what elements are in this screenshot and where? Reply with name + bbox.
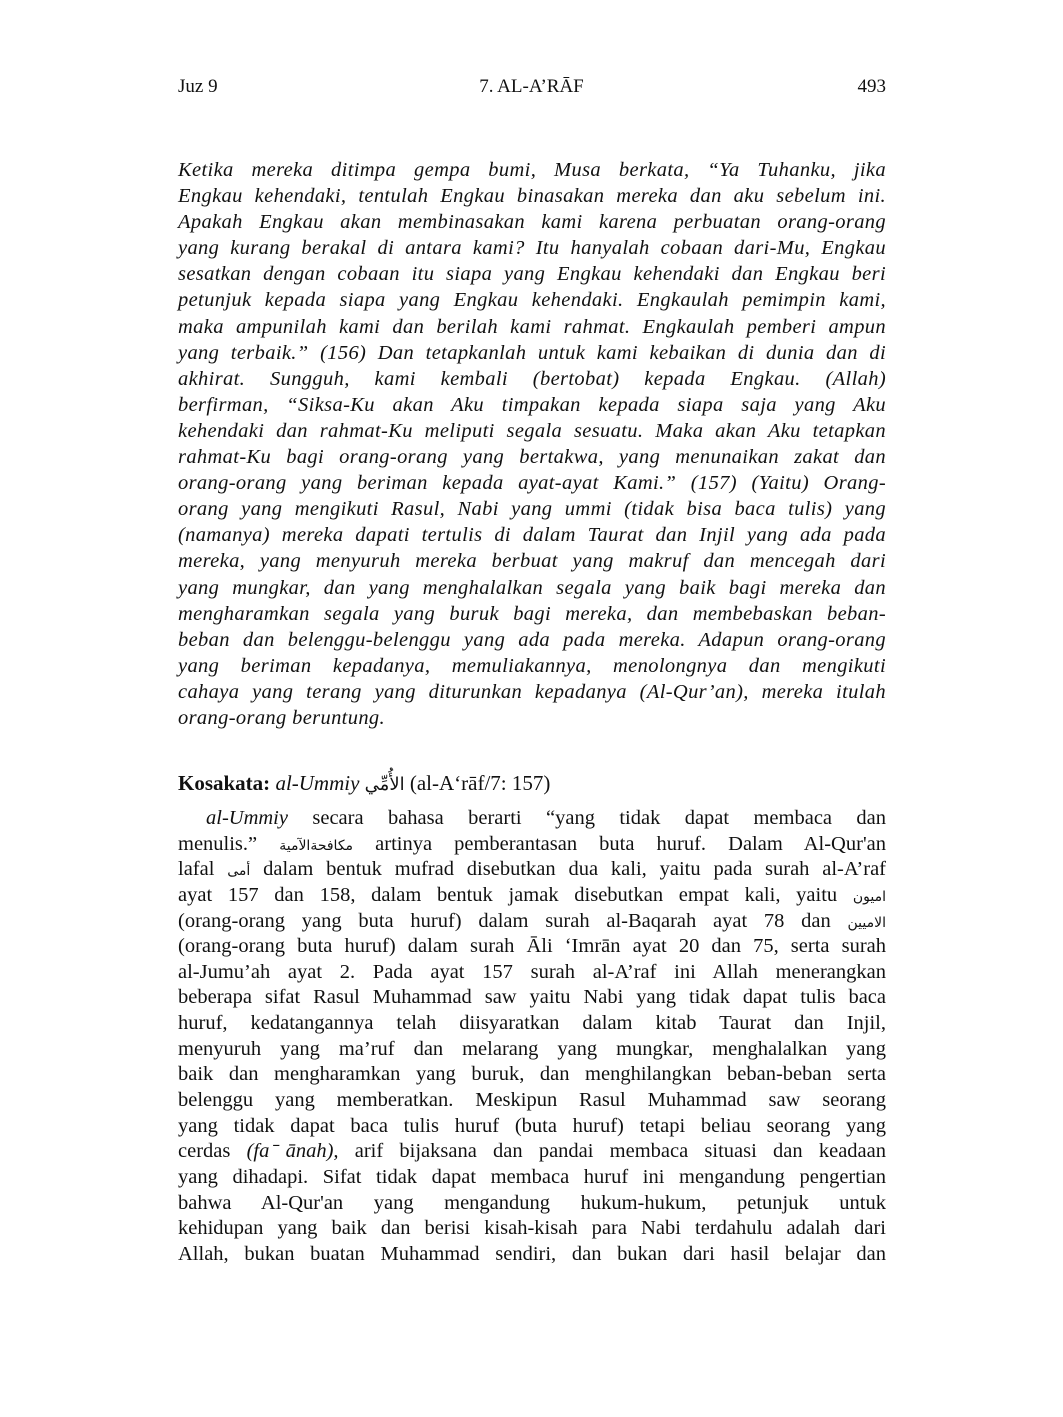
- verse-line: rahmat-Ku bagi orang-orang yang bertakwa, yang menunaikan zakat dan: [178, 446, 886, 469]
- verse-line: orang yang mengikuti Rasul, Nabi yang ummi (tidak bisa baca tulis) yang: [178, 498, 886, 521]
- verse-line: yang beriman kepadanya, memuliakannya, menolongnya dan mengikuti: [178, 654, 886, 677]
- verse-line: Apakah Engkau akan membinasakan kami karena perbuatan orang-orang: [178, 211, 886, 234]
- running-header-surah: 7. AL-A’RĀF: [479, 76, 584, 97]
- body-text: Allah, bukan buatan Muhammad sendiri, dan bukan dari hasil belajar dan: [178, 1242, 886, 1265]
- body-line: [178, 832, 886, 858]
- verse-line: orang-orang beruntung.: [178, 706, 386, 729]
- body-line: [178, 1062, 886, 1088]
- kosakata-label: Kosakata:: [178, 771, 271, 795]
- page-number: 493: [857, 76, 886, 97]
- body-line: [178, 1037, 886, 1063]
- body-line: [178, 883, 886, 909]
- italic-term: (fa ̄ānah),: [246, 1140, 339, 1163]
- body-text: dalam bentuk mufrad disebutkan dua kali, yaitu pada surah al-A’raf: [250, 858, 886, 881]
- arabic-term: أمى: [227, 863, 251, 880]
- body-text: beberapa sifat Rasul Muhammad saw yaitu Nabi yang tidak dapat tulis baca: [178, 986, 886, 1009]
- body-text: yang dihadapi. Sifat tidak dapat membaca huruf ini mengandung pengertian: [178, 1165, 886, 1188]
- kosakata-term: al-Ummiy: [275, 771, 360, 795]
- verse-line: mereka, yang menyuruh mereka berbuat yang makruf dan mencegah dari: [178, 550, 886, 573]
- body-text: bahwa Al-Qur'an yang mengandung hukum-hukum, petunjuk untuk: [178, 1191, 886, 1214]
- body-line: [178, 1242, 886, 1268]
- body-text: belenggu yang memberatkan. Meskipun Rasul Muhammad saw seorang: [178, 1089, 886, 1112]
- arabic-term: الاميين: [847, 914, 886, 931]
- body-text: kehidupan yang baik dan berisi kisah-kisah para Nabi terdahulu adalah dari: [178, 1217, 886, 1240]
- body-text: menyuruh yang ma’ruf dan melarang yang mungkar, menghalalkan yang: [178, 1037, 886, 1060]
- body-line: [178, 806, 886, 832]
- arabic-term: مكافحةالآمية: [279, 837, 354, 854]
- verse-line: cahaya yang terang yang diturunkan kepadanya (Al-Qur’an), mereka itulah: [178, 680, 886, 703]
- kosakata-heading: [178, 768, 886, 800]
- body-text: yang tidak dapat baca tulis huruf (buta huruf) tetapi beliau seorang yang: [178, 1114, 886, 1137]
- arabic-term: اميون: [852, 888, 886, 905]
- verse-line: mengharamkan segala yang buruk bagi mereka, dan membebaskan beban-: [178, 602, 886, 625]
- body-text: (orang-orang yang buta huruf) dalam surah al-Baqarah ayat 78 dan: [178, 909, 848, 932]
- verse-line: petunjuk kepada siapa yang Engkau kehendaki. Engkaulah pemimpin kami,: [178, 289, 886, 312]
- verse-line: berfirman, “Siksa-Ku akan Aku timpakan kepada siapa saja yang Aku: [178, 393, 886, 416]
- body-line: [178, 1011, 886, 1037]
- verse-line: sesatkan dengan cobaan itu siapa yang Engkau kehendaki dan Engkau beri: [178, 263, 886, 286]
- verse-line: kehendaki dan rahmat-Ku meliputi segala sesuatu. Maka akan Aku tetapkan: [178, 419, 886, 442]
- body-text: cerdas: [178, 1140, 247, 1163]
- verse-line: akhirat. Sungguh, kami kembali (bertobat) kepada Engkau. (Allah): [178, 367, 886, 390]
- body-text: arif bijaksana dan pandai membaca situasi dan keadaan: [338, 1140, 886, 1163]
- body-text: al-Jumu’ah ayat 2. Pada ayat 157 surah al-A’raf ini Allah menerangkan: [178, 960, 886, 983]
- verse-line: (namanya) mereka dapati tertulis di dalam Taurat dan Injil yang ada pada: [178, 524, 886, 547]
- body-line: [178, 960, 886, 986]
- verse-line: beban dan belenggu-belenggu yang ada pada mereka. Adapun orang-orang: [178, 628, 886, 651]
- kosakata-explanation: [178, 806, 886, 1268]
- body-line: [178, 1191, 886, 1217]
- body-line: [178, 985, 886, 1011]
- body-text: artinya pemberantasan buta huruf. Dalam Al-Qur'an: [353, 832, 886, 855]
- body-line: [178, 857, 886, 883]
- kosakata-reference: (al-A‘rāf/7: 157): [409, 771, 551, 795]
- verse-line: orang-orang yang beriman kepada ayat-ayat Kami.” (157) (Yaitu) Orang-: [178, 472, 886, 495]
- italic-term: al-Ummiy: [206, 807, 288, 829]
- kosakata-arabic: الأُمِّي: [364, 774, 405, 795]
- body-line: [178, 1114, 886, 1140]
- verse-line: yang mungkar, dan yang menghalalkan segala yang baik bagi mereka dan: [178, 576, 886, 599]
- body-text: baik dan mengharamkan yang buruk, dan menghilangkan beban-beban serta: [178, 1063, 886, 1086]
- body-text: lafal: [178, 858, 228, 881]
- body-text: menulis.”: [178, 832, 280, 855]
- verse-line: yang terbaik.” (156) Dan tetapkanlah untuk kami kebaikan di dunia dan di: [178, 341, 886, 364]
- body-line: [178, 1088, 886, 1114]
- body-text: (orang-orang buta huruf) dalam surah Āli ‘Imrān ayat 20 dan 75, serta surah: [178, 935, 886, 958]
- verse-line: maka ampunilah kami dan berilah kami rahmat. Engkaulah pemberi ampun: [178, 315, 886, 338]
- body-line: [178, 909, 886, 935]
- verse-line: Engkau kehendaki, tentulah Engkau binasakan mereka dan aku sebelum ini.: [178, 185, 886, 208]
- verse-line: Ketika mereka ditimpa gempa bumi, Musa berkata, “Ya Tuhanku, jika: [178, 159, 886, 181]
- body-text: secara bahasa berarti “yang tidak dapat membaca dan: [287, 807, 886, 829]
- verse-translation: [178, 157, 886, 731]
- body-line: [178, 1165, 886, 1191]
- body-line: [178, 1139, 886, 1165]
- body-line: [178, 1216, 886, 1242]
- body-text: huruf, kedatangannya telah diisyaratkan dalam kitab Taurat dan Injil,: [178, 1012, 886, 1035]
- body-text: ayat 157 dan 158, dalam bentuk jamak disebutkan empat kali, yaitu: [178, 883, 853, 906]
- running-header-juz: Juz 9: [178, 76, 218, 97]
- verse-line: yang kurang berakal di antara kami? Itu hanyalah cobaan dari-Mu, Engkau: [178, 237, 886, 260]
- body-line: [178, 934, 886, 960]
